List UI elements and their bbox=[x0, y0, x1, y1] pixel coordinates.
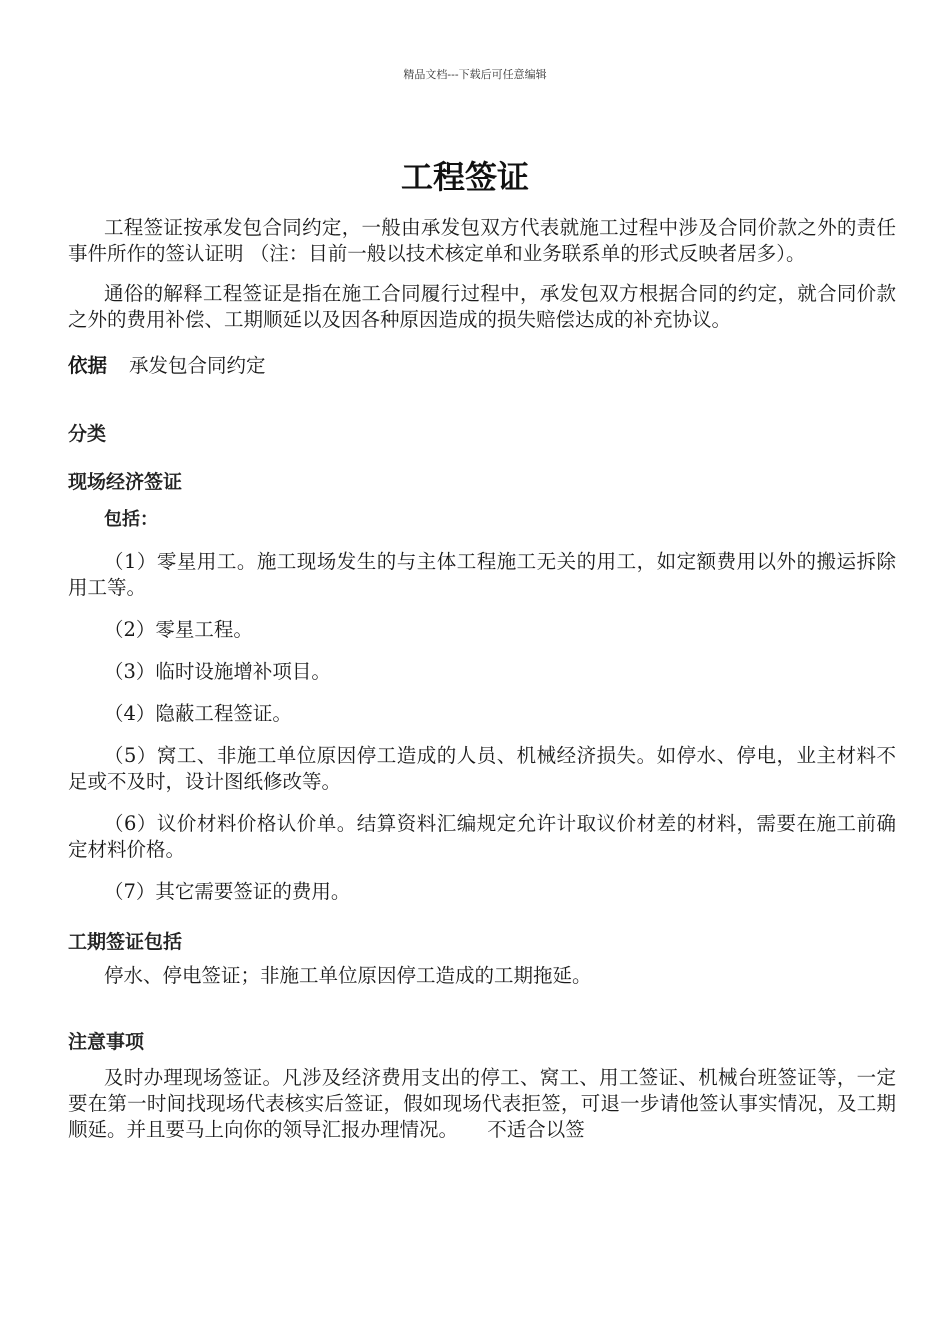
includes-label: 包括： bbox=[104, 509, 158, 530]
document-title: 工程签证 bbox=[400, 158, 529, 196]
notes-text: 及时办理现场签证。凡涉及经济费用支出的停工、窝工、用工签证、机械台班签证等，一定要在第一时间找现场代表核实后签证，假如现场代表拒签，可退一步请他签认事实情况，及工期顺延。并且要马上向你的领导汇报办理情况。 不适合以签 bbox=[68, 1066, 896, 1141]
basis-text: 承发包合同约定 bbox=[129, 354, 266, 377]
classification-heading: 分类 bbox=[68, 423, 107, 445]
list-item: （7）其它需要签证的费用。 bbox=[104, 880, 351, 903]
basis-line bbox=[68, 353, 896, 379]
document-body bbox=[68, 215, 896, 1143]
intro-paragraph-1: 工程签证按承发包合同约定，一般由承发包双方代表就施工过程中涉及合同价款之外的责任事件所作的签认证明 （注：目前一般以技术核定单和业务联系单的形式反映者居多）。 bbox=[68, 216, 896, 265]
schedule-text: 停水、停电签证；非施工单位原因停工造成的工期拖延。 bbox=[104, 964, 592, 987]
schedule-heading: 工期签证包括 bbox=[68, 931, 183, 953]
basis-label: 依据 bbox=[68, 354, 108, 377]
list-item: （1）零星用工。施工现场发生的与主体工程施工无关的用工，如定额费用以外的搬运拆除用工等。 bbox=[68, 550, 896, 599]
page-header: 精品文档---下载后可任意编辑 bbox=[403, 68, 547, 81]
notes-heading: 注意事项 bbox=[68, 1031, 145, 1053]
intro-paragraph-2: 通俗的解释工程签证是指在施工合同履行过程中，承发包双方根据合同的约定，就合同价款之外的费用补偿、工期顺延以及因各种原因造成的损失赔偿达成的补充协议。 bbox=[68, 282, 896, 331]
site-economic-heading: 现场经济签证 bbox=[68, 471, 183, 493]
list-item: （6）议价材料价格认价单。结算资料汇编规定允许计取议价材差的材料，需要在施工前确定材料价格。 bbox=[68, 812, 896, 861]
list-item: （2）零星工程。 bbox=[104, 618, 253, 641]
list-item: （4）隐蔽工程签证。 bbox=[104, 702, 292, 725]
list-item: （5）窝工、非施工单位原因停工造成的人员、机械经济损失。如停水、停电，业主材料不足或不及时，设计图纸修改等。 bbox=[68, 744, 896, 793]
list-item: （3）临时设施增补项目。 bbox=[104, 660, 331, 683]
